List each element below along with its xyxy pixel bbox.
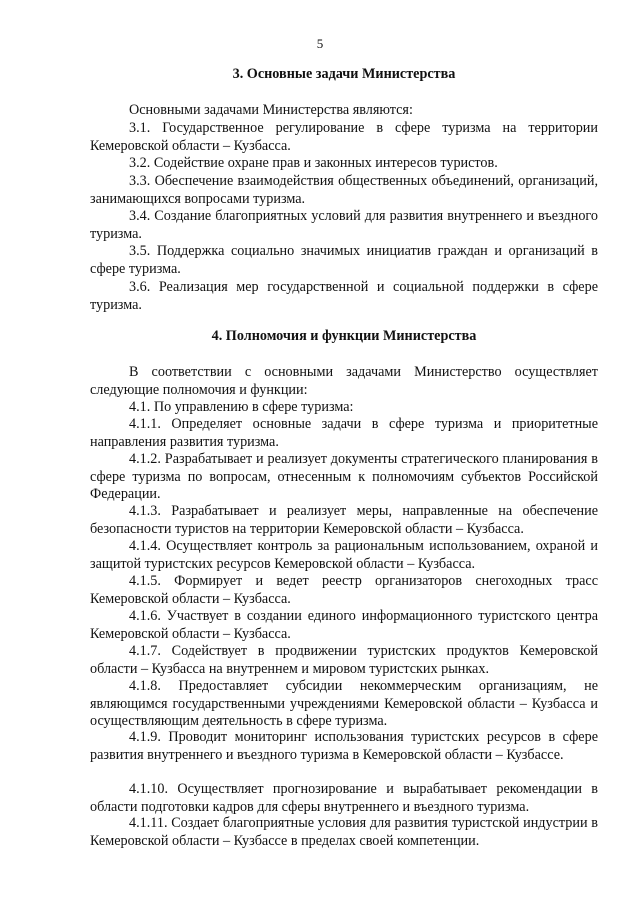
section-4-paragraph: 4.1.5. Формирует и ведет реестр организаторов снегоходных трасс Кемеровской области – Кузбасса. <box>90 573 598 607</box>
section-4-paragraph: 4.1.7. Содействует в продвижении туристских продуктов Кемеровской области – Кузбасса на внутреннем и мировом туристских рынках. <box>90 643 598 677</box>
section-3-paragraph: 3.3. Обеспечение взаимодействия общественных объединений, организаций, занимающихся вопросами туризма. <box>90 173 598 207</box>
section-3-paragraph: 3.5. Поддержка социально значимых инициатив граждан и организаций в сфере туризма. <box>90 243 598 277</box>
section-4-paragraph: 4.1.4. Осуществляет контроль за рациональным использованием, охраной и защитой туристских ресурсов Кемеровской области – Кузбасса. <box>90 538 598 572</box>
section-4-paragraph: 4.1.8. Предоставляет субсидии некоммерческим организациям, не являющимся государственными учреждениями Кемеровской области – Кузбасса и осуществляющим деятельность в сфере туризма. <box>90 678 598 730</box>
section-4-paragraph: 4.1.10. Осуществляет прогнозирование и вырабатывает рекомендации в области подготовки кадров для сферы внутреннего и въездного туризма. <box>90 781 598 815</box>
section-4-paragraph: 4.1.2. Разрабатывает и реализует документы стратегического планирования в сфере туризма по вопросам, отнесенным к полномочиям субъектов Российской Федерации. <box>90 451 598 503</box>
section-4-title: 4. Полномочия и функции Министерства <box>211 328 477 344</box>
section-3-paragraph: 3.6. Реализация мер государственной и социальной поддержки в сфере туризма. <box>90 279 598 313</box>
section-4-paragraph: 4.1. По управлению в сфере туризма: <box>129 399 354 415</box>
section-4-paragraph: В соответствии с основными задачами Министерство осуществляет следующие полномочия и функции: <box>90 364 598 398</box>
section-3-paragraph: Основными задачами Министерства являются: <box>129 102 413 118</box>
section-4-paragraph: 4.1.9. Проводит мониторинг использования туристских ресурсов в сфере развития внутреннего и въездного туризма в Кемеровской области – Кузбассе. <box>90 729 598 763</box>
section-4-paragraph: 4.1.3. Разрабатывает и реализует меры, направленные на обеспечение безопасности туристов на территории Кемеровской области – Кузбасса. <box>90 503 598 537</box>
section-4-paragraph: 4.1.11. Создает благоприятные условия для развития туристской индустрии в Кемеровской области – Кузбассе в пределах своей компетенции. <box>90 815 598 849</box>
section-4-paragraph: 4.1.6. Участвует в создании единого информационного туристского центра Кемеровской области – Кузбасса. <box>90 608 598 642</box>
section-4-paragraph: 4.1.1. Определяет основные задачи в сфере туризма и приоритетные направления развития туризма. <box>90 416 598 450</box>
section-3-paragraph: 3.4. Создание благоприятных условий для развития внутреннего и въездного туризма. <box>90 208 598 242</box>
section-3-title: 3. Основные задачи Министерства <box>232 66 456 82</box>
section-3-paragraph: 3.1. Государственное регулирование в сфере туризма на территории Кемеровской области – Кузбасса. <box>90 120 598 154</box>
section-3-paragraph: 3.2. Содействие охране прав и законных интересов туристов. <box>129 155 498 171</box>
page-number: 5 <box>316 36 324 51</box>
